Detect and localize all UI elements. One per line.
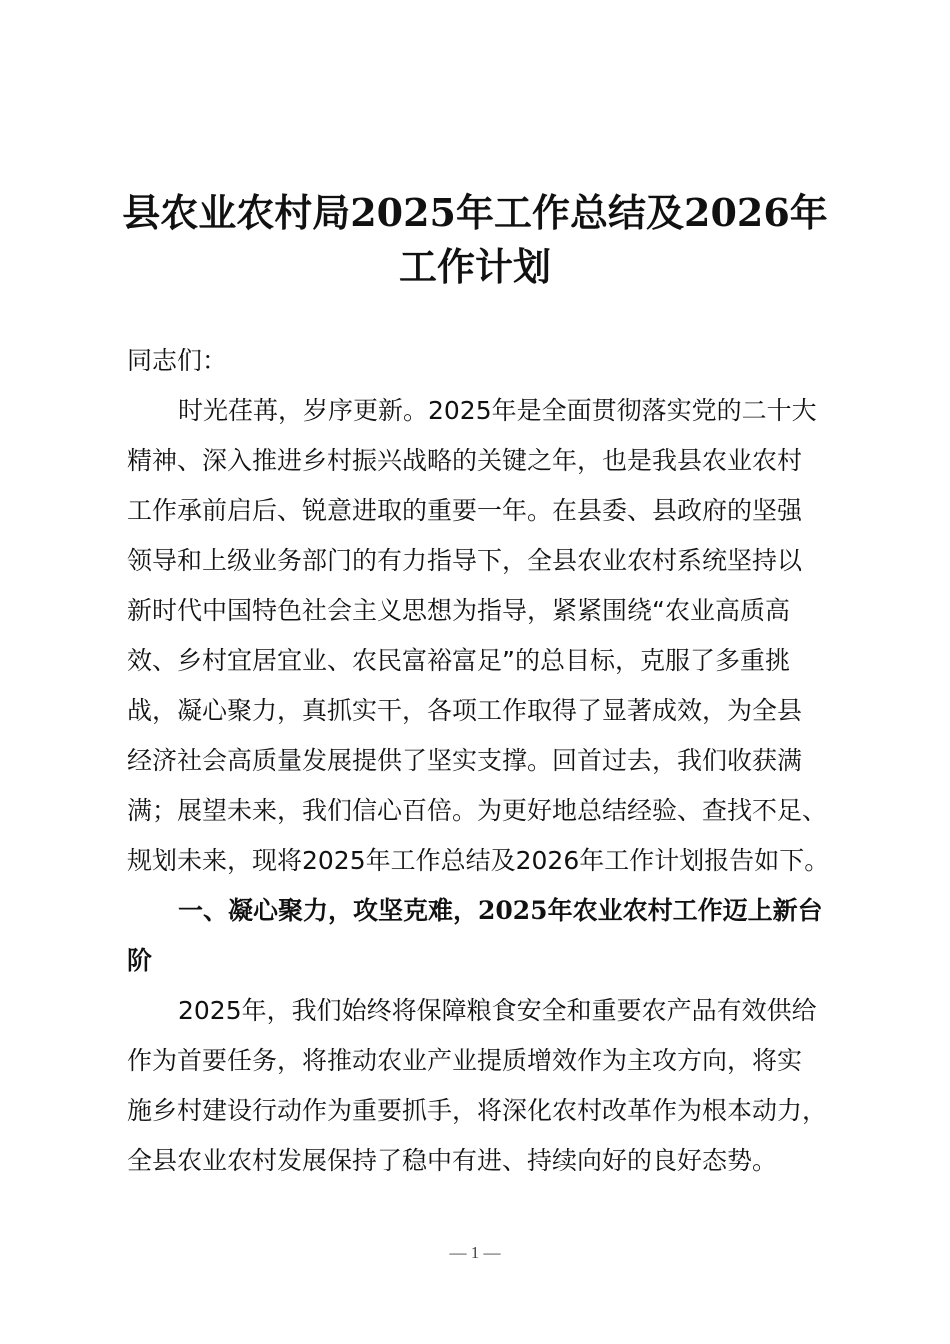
intro-paragraph [127,386,830,886]
intro-line: 领导和上级业务部门的有力指导下，全县农业农村系统坚持以 [127,546,803,575]
section-heading-line: 阶 [127,946,153,975]
title-line-1: 县农业农村局2025年工作总结及2026年 [122,190,828,235]
section-line: 2025年，我们始终将保障粮食安全和重要农产品有效供给 [178,996,817,1025]
intro-line: 新时代中国特色社会主义思想为指导，紧紧围绕“农业高质高 [127,596,790,625]
section-heading-line: 一、凝心聚力，攻坚克难，2025年农业农村工作迈上新台 [178,896,823,925]
section-paragraph [127,986,827,1186]
document-body [127,336,830,1186]
intro-line: 工作承前启后、锐意进取的重要一年。在县委、县政府的坚强 [127,496,803,525]
intro-line: 满；展望未来，我们信心百倍。为更好地总结经验、查找不足、 [127,796,828,825]
section-line: 施乡村建设行动作为重要抓手，将深化农村改革作为根本动力， [127,1096,828,1125]
intro-line: 时光荏苒，岁序更新。2025年是全面贯彻落实党的二十大 [178,396,817,425]
intro-line: 战，凝心聚力，真抓实干，各项工作取得了显著成效，为全县 [127,696,803,725]
section-heading [127,886,827,986]
intro-line: 经济社会高质量发展提供了坚实支撑。回首过去，我们收获满 [127,746,803,775]
section-line: 全县农业农村发展保持了稳中有进、持续向好的良好态势。 [127,1146,778,1175]
title-line-2: 工作计划 [398,244,551,289]
intro-line: 效、乡村宜居宜业、农民富裕富足”的总目标，克服了多重挑 [127,646,790,675]
document-title [100,186,850,294]
salutation: 同志们： [127,346,228,375]
section-line: 作为首要任务，将推动农业产业提质增效作为主攻方向，将实 [127,1046,803,1075]
intro-line: 规划未来，现将2025年工作总结及2026年工作计划报告如下。 [127,846,830,875]
intro-line: 精神、深入推进乡村振兴战略的关键之年，也是我县农业农村 [127,446,803,475]
page-number: — 1 — [449,1243,501,1262]
